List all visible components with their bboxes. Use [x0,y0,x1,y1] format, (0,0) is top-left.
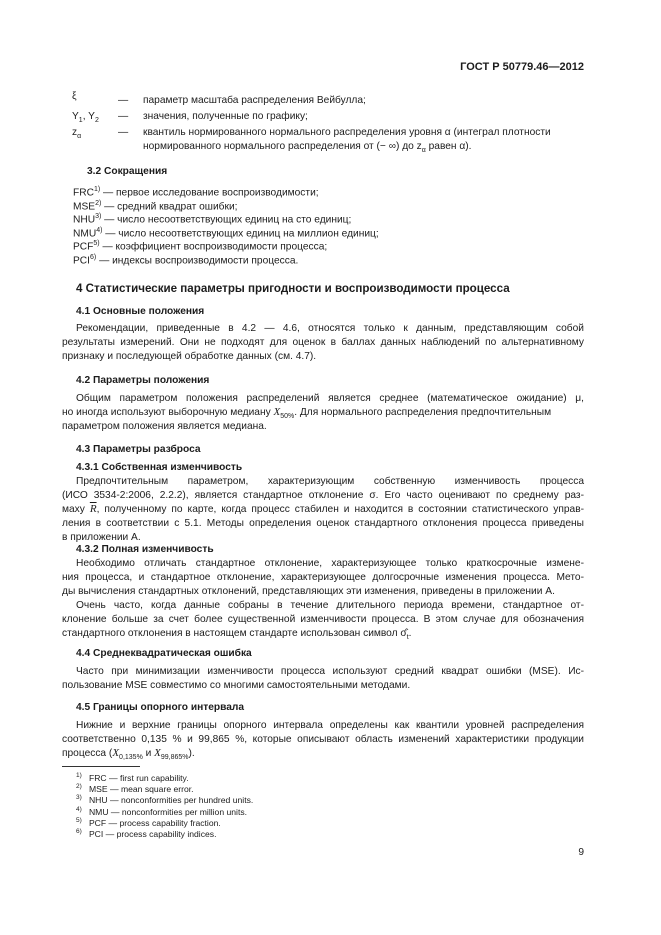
paragraph-line: Рекомендации, приведенные в 4.2 — 4.6, относятся только к данным, представляющим собой [76,323,584,334]
symbol-z-alpha: $z_\alpha$ [72,127,82,141]
symbol-xi: ξ [72,91,77,102]
footnote-separator [62,766,140,767]
abbreviation-item: PCI$^{6)}$ — индексы воспроизводимости процесса. [73,254,299,267]
symbol-dash: — [118,111,129,122]
paragraph-line: ния процесса, и стандартное отклонение, характеризующее долгосрочные изменения процесса. Мето- [62,572,584,583]
footnote: $^{4)}$ NMU — nonconformities per million units. [76,805,248,817]
abbreviation-item: FRC$^{1)}$ — первое исследование воспроизводимости; [73,186,319,199]
symbol-dash: — [118,127,129,138]
paragraph-line: Очень часто, когда данные собраны в течение длительного периода времени, стандартное от- [76,600,584,611]
paragraph-line: ды вычисления стандартных отклонений, представляющих эти изменения, приведены в приложении А. [62,586,555,597]
paragraph-line: маху $\overline{R}$, полученному по карте, когда процесс стабилен и находится в состоянии статистического управ- [62,503,584,515]
paragraph-line: пользование MSE совместимо со многими самостоятельными методами. [62,680,411,691]
footnote: $^{5)}$ PCF — process capability fraction. [76,816,221,828]
paragraph-line: результаты измерений. Они не подходят для оценок в баллах данных наблюдений по альтернативному [62,337,584,348]
paragraph-line: но иногда используют выборочную медиану $X_{50\%}$. Для нормального распределения предпочтительным [62,406,552,421]
paragraph-line: Нижние и верхние границы опорного интервала определены как квантили уровней распределения [76,720,584,731]
page-number: 9 [578,847,584,858]
abbreviation-item: NHU$^{3)}$ — число несоответствующих единиц на сто единиц; [73,213,352,226]
abbreviation-item: NMU$^{4)}$ — число несоответствующих единиц на миллион единиц; [73,226,379,240]
symbol-definition: квантиль нормированного нормального распределения уровня α (интеграл плотности [143,127,551,138]
section-4-3-1-title: 4.3.1 Собственная изменчивость [76,462,243,473]
abbreviation-item: PCF$^{5)}$ — коэффициент воспроизводимости процесса; [73,240,328,253]
section-4-5-title: 4.5 Границы опорного интервала [76,702,245,713]
section-4-3-2-title: 4.3.2 Полная изменчивость [76,544,214,555]
section-4-2-title: 4.2 Параметры положения [76,375,210,386]
paragraph-line: клонение больше за счет более существенной изменчивости процесса. В этом случае для обозначения [62,614,584,625]
footnote: $^{3)}$ NHU — nonconformities per hundred units. [76,794,254,806]
paragraph-line: параметром положения является медиана. [62,421,267,432]
symbol-definition: параметр масштаба распределения Вейбулла; [143,95,366,106]
paragraph-line: процесса ($X_{0,135\%}$ и $X_{99,865\%}$). [62,747,195,762]
paragraph-line: Необходимо отличать стандартное отклонение, характеризующее только краткосрочные измене- [76,558,584,569]
symbol-definition-cont: нормированного нормального распределения от (− ∞) до $z_\alpha$ равен α). [143,141,472,155]
footnote: $^{1)}$ FRC — first run capability. [76,772,189,783]
paragraph-line: стандартного отклонения в настоящем стандарте использован символ $\sigmâ_t$. [62,628,412,642]
abbreviation-item: MSE$^{2)}$ — средний квадрат ошибки; [73,199,238,212]
section-4-4-title: 4.4 Среднеквадратическая ошибка [76,648,252,659]
section-3-2-title: 3.2 Сокращения [87,166,168,177]
symbol-y: $Y_1$, $Y_2$ [72,111,99,125]
symbol-dash: — [118,95,129,106]
section-4-title: 4 Статистические параметры пригодности и воспроизводимости процесса [76,282,510,295]
symbol-definition: значения, полученные по графику; [143,111,308,122]
footnote: $^{2)}$ MSE — mean square error. [76,783,194,795]
paragraph-line: (ИСО 3534-2:2006, 2.2.2), является стандартное отклонение σ. Его часто оценивают по среднему раз- [62,490,584,501]
paragraph-line: соответственно 0,135 % и 99,865 %, которые описывают область изменений характеристики продукции [62,734,584,745]
section-4-3-title: 4.3 Параметры разброса [76,444,201,455]
paragraph-line: ления в соответствии с 5.1. Методы определения оценок стандартного отклонения процесса приведены [62,518,584,529]
section-4-1-title: 4.1 Основные положения [76,306,205,317]
document-header: ГОСТ Р 50779.46—2012 [460,61,584,73]
paragraph-line: Общим параметром положения распределений является среднее (математическое ожидание) μ, [76,393,584,404]
paragraph-line: Часто при минимизации изменчивости процесса используют средний квадрат ошибки (MSE). Ис- [76,666,584,677]
paragraph-line: в приложении А. [62,532,141,543]
footnote: $^{6)}$ PCI — process capability indices. [76,828,217,839]
paragraph-line: признаку и последующей обработке данных (см. 4.7). [62,351,317,362]
paragraph-line: Предпочтительным параметром, характеризующим собственную изменчивость процесса [76,476,584,487]
